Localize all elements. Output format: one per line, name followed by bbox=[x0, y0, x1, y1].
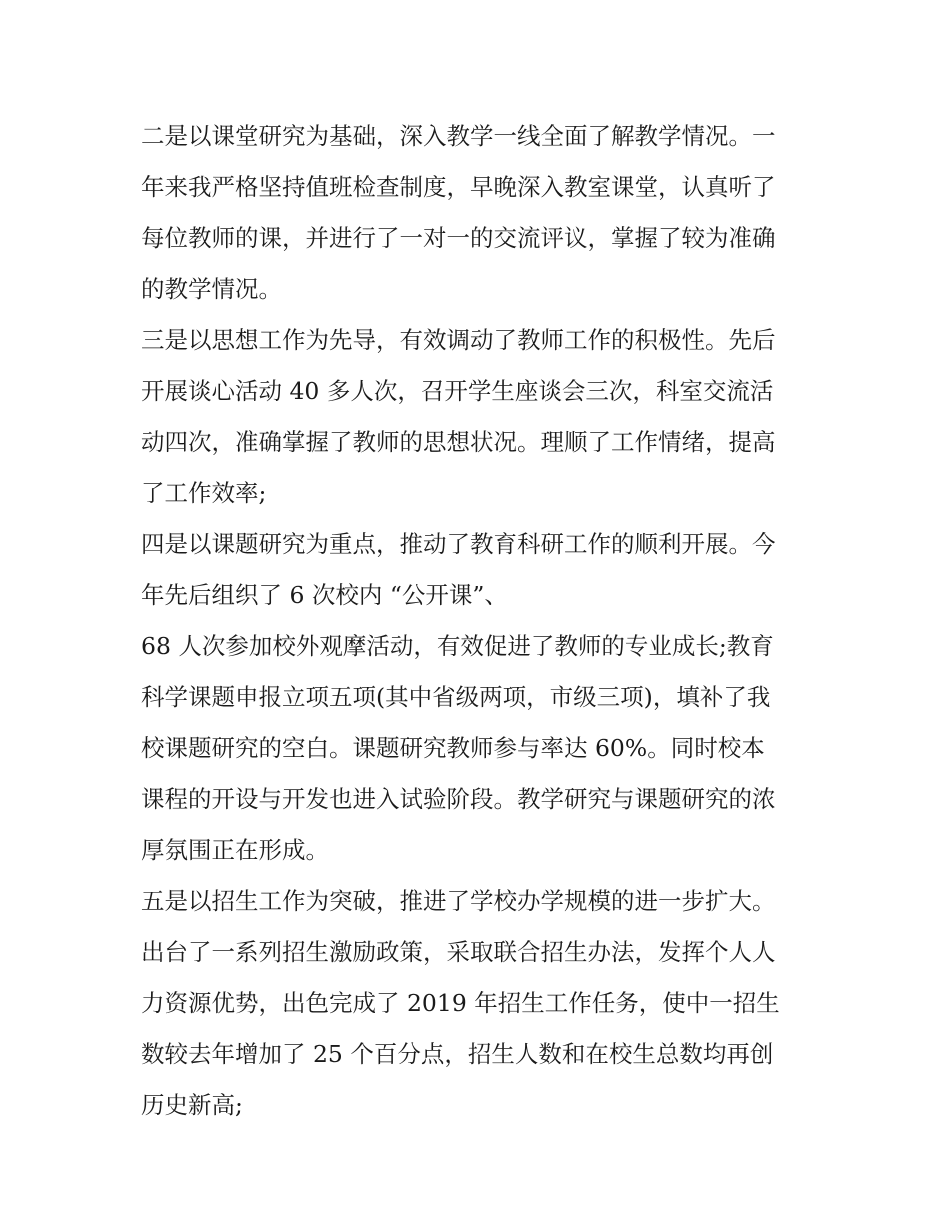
text-line: 五是以招生工作为突破，推进了学校办学规模的进一步扩大。 bbox=[141, 887, 776, 915]
text-line: 动四次，准确掌握了教师的思想状况。理顺了工作情绪，提高 bbox=[141, 428, 776, 456]
text-line: 的教学情况。 bbox=[141, 275, 282, 303]
text-line: 二是以课堂研究为基础，深入教学一线全面了解教学情况。一 bbox=[141, 122, 776, 150]
text-line: 年来我严格坚持值班检查制度，早晚深入教室课堂，认真听了 bbox=[141, 173, 776, 201]
text-line: 科学课题申报立项五项(其中省级两项，市级三项)，填补了我 bbox=[141, 683, 771, 711]
text-line: 四是以课题研究为重点，推动了教育科研工作的顺利开展。今 bbox=[141, 530, 776, 558]
text-line: 三是以思想工作为先导，有效调动了教师工作的积极性。先后 bbox=[141, 326, 776, 354]
text-line: 数较去年增加了 25 个百分点，招生人数和在校生总数均再创 bbox=[141, 1040, 774, 1068]
text-line: 了工作效率; bbox=[141, 479, 267, 507]
document-body bbox=[141, 111, 821, 1131]
text-line: 力资源优势，出色完成了 2019 年招生工作任务，使中一招生 bbox=[141, 989, 780, 1017]
text-line: 68 人次参加校外观摩活动，有效促进了教师的专业成长;教育 bbox=[141, 632, 774, 660]
text-line: 每位教师的课，并进行了一对一的交流评议，掌握了较为准确 bbox=[141, 224, 776, 252]
text-line: 历史新高; bbox=[141, 1091, 243, 1119]
text-line: 校课题研究的空白。课题研究教师参与率达 60%。同时校本 bbox=[141, 734, 765, 762]
text-line: 课程的开设与开发也进入试验阶段。教学研究与课题研究的浓 bbox=[141, 785, 776, 813]
text-line: 出台了一系列招生激励政策，采取联合招生办法，发挥个人人 bbox=[141, 938, 776, 966]
text-line: 开展谈心活动 40 多人次，召开学生座谈会三次，科室交流活 bbox=[141, 377, 774, 405]
text-line: 厚氛围正在形成。 bbox=[141, 836, 329, 864]
text-line: 年先后组织了 6 次校内 “公开课”、 bbox=[141, 581, 508, 609]
